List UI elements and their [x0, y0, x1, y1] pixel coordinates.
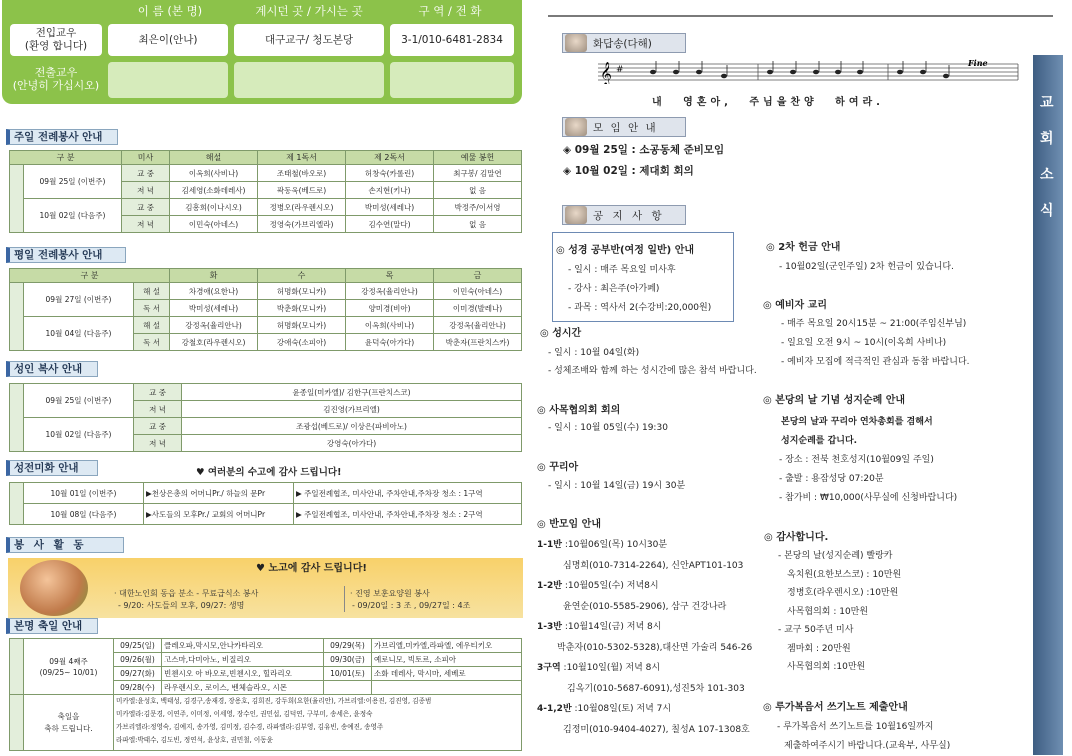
cell: 해 설	[134, 283, 170, 300]
cell: 교 중	[134, 384, 182, 401]
cell: 09/26(월)	[114, 653, 162, 667]
feast-names	[114, 695, 522, 751]
transfer-in-church: 대구교구/ 청도본당	[234, 24, 384, 56]
banmo-item: 1-2반 :10월05일(수) 저녁8시	[537, 581, 659, 591]
cell: 손지현(키나)	[346, 182, 434, 199]
transfer-panel	[2, 0, 522, 104]
banmo-item: 1-1반 :10월06일(목) 10시30분	[537, 540, 668, 550]
section-altar-title: 성전미화 안내	[6, 460, 98, 476]
cell: 윤덕숙(아가다)	[346, 334, 434, 351]
congrats-label: 축일을 축하 드립니다.	[24, 695, 114, 751]
side-char: 소	[1040, 167, 1054, 183]
cell: 09/27(화)	[114, 667, 162, 681]
feast-table	[9, 638, 522, 751]
priest-icon	[565, 118, 587, 136]
notice-head: ◎ 사목협의회 회의	[537, 405, 621, 416]
notice-title-box	[562, 205, 686, 225]
cell: 박정주/이서영	[434, 199, 522, 216]
cell: 허명화(모니카)	[258, 317, 346, 334]
notice-line: - 일요일 오전 9시 ~ 10시(이옥희 사비나)	[781, 338, 947, 348]
transfer-in-region: 3-1/010-6481-2834	[390, 24, 514, 56]
transfer-in-label: 전입교우 (환영 합니다)	[10, 24, 102, 56]
cell: 박춘화(모니카)	[258, 300, 346, 317]
section-adult-title: 성인 복사 안내	[6, 361, 98, 377]
notice-head: ◎ 예비자 교리	[763, 300, 827, 311]
notice-line: - 10월02일(군인주일) 2차 헌금이 있습니다.	[779, 262, 954, 272]
banmo-item: 윤연순(010-5585-2906), 삼구 건강나라	[563, 601, 727, 612]
notice-line: - 일시 : 매주 목요일 미사후	[568, 265, 676, 275]
family-illustration-icon	[20, 560, 88, 616]
cell: 09/28(수)	[114, 681, 162, 695]
cell: 정병오(라우렌시오)	[258, 199, 346, 216]
notice-line: - 장소 : 전북 천호성지(10월09일 주일)	[779, 455, 934, 465]
transfer-out-label: 전출교우 (안녕히 가십시오)	[12, 66, 100, 92]
notice-line: 본당의 날과 꾸리아 연차총회를 겸해서	[781, 417, 933, 427]
service-right1: · 진영 보훈요양원 봉사	[350, 589, 430, 598]
cell: 없 음	[434, 182, 522, 199]
notice-line: - 매주 목요일 20시15분 ~ 21:00(주임신부님)	[781, 319, 967, 329]
notice-head: ◎ 반모임 안내	[537, 519, 601, 530]
priest-icon	[565, 34, 587, 52]
notice-head: ◎ 본당의 날 기념 성지순례 안내	[763, 395, 906, 406]
cell: 조광섭(베드로)/ 이상은(파비아노)	[182, 418, 522, 435]
altar-thanks-text: 여러분의 수고에 감사 드립니다!	[207, 467, 342, 478]
cell: 교 중	[122, 199, 170, 216]
notice-head: ◎ 꾸리아	[537, 462, 579, 473]
cell: 없 음	[434, 216, 522, 233]
transfer-out-region	[390, 62, 514, 98]
service-thanks	[256, 559, 367, 574]
sunday-table	[9, 150, 522, 233]
th: 미사	[122, 151, 170, 165]
psalm-lyrics: 내 영혼아, 주님을찬양 하여라.	[652, 97, 884, 108]
notice-line: - 교구 50주년 미사	[778, 625, 854, 635]
notice-line: 사목협의회 :10만원	[787, 662, 866, 672]
notice-line: - 출발 : 용잠성당 07:20분	[779, 474, 884, 484]
service-left2: - 9/20: 사도들의 모후, 09/27: 생명	[118, 601, 245, 610]
th: 구 분	[10, 269, 170, 283]
thanks-list	[778, 547, 901, 677]
banmo-item: 1-3반 :10월14일(금) 저녁 8시	[537, 622, 662, 632]
notice-head: ◎ 성시간	[540, 328, 582, 339]
service-banner	[8, 558, 523, 618]
priest-icon	[565, 206, 587, 224]
cell: 이옥희(사비나)	[346, 317, 434, 334]
notice-head: ◎ 감사합니다.	[764, 532, 829, 543]
cell: 허명화(모니카)	[258, 283, 346, 300]
notice-line: - 성체조배와 함께 하는 성시간에 많은 참석 바랍니다.	[548, 366, 757, 376]
cell: 강애숙(소피아)	[258, 334, 346, 351]
cell: 윤종일(미카엘)/ 김한구(프란치스코)	[182, 384, 522, 401]
th: 해설	[170, 151, 258, 165]
notice-line: - 참가비 : ₩10,000(사무실에 신청바랍니다)	[779, 493, 958, 503]
date-cell: 09월 27일 (이번주)	[24, 283, 134, 317]
names-line: 미카엘라:김문경, 이연주, 이미정, 이세영, 장수인, 권민섭, 김덕연, 구부미, 송세은, 윤정숙	[116, 710, 373, 718]
date-cell: 10월 04일 (다음주)	[24, 317, 134, 351]
banmo-item: 4-1,2반 :10월08일(토) 저녁 7시	[537, 704, 672, 714]
notice-head: ◎ 2차 헌금 안내	[766, 242, 841, 253]
col-church-header: 계시던 곳 / 가시는 곳	[255, 4, 363, 18]
adult-table	[9, 383, 522, 452]
cell: ▶천상은총의 어머니Pr./ 하늘의 문Pr	[144, 483, 294, 504]
notice-line: 제출하여주시기 바랍니다.(교육부, 사무실)	[784, 741, 951, 751]
side-char: 식	[1040, 203, 1054, 219]
cell: 저 녁	[122, 182, 170, 199]
fine-mark: Fine	[968, 58, 988, 68]
section-sunday-title: 주일 전례봉사 안내	[6, 129, 118, 145]
side-char: 교	[1040, 95, 1054, 111]
cell: 강철호(라우렌시오)	[170, 334, 258, 351]
notice-line: 사목협의회 : 10만원	[787, 606, 869, 617]
cell: 09/29(목)	[324, 639, 372, 653]
cell: 이옥희(사비나)	[170, 165, 258, 182]
th: 화	[170, 269, 258, 283]
notice-line: - 예비자 모집에 적극적인 관심과 동참 바랍니다.	[781, 357, 970, 367]
cell: ▶ 주일전례협조, 미사안내, 주차안내,주차장 청소 : 1구역	[294, 483, 522, 504]
th: 목	[346, 269, 434, 283]
transfer-in-name: 최은이(안나)	[108, 24, 228, 56]
cell: ▶ 주일전례협조, 미사안내, 주차안내,주차장 청소 : 2구역	[294, 504, 522, 525]
cell: 클레오파,막시모,안나카타리오	[162, 639, 324, 653]
notice-line: - 일시 : 10월 14일(금) 19시 30분	[548, 481, 686, 491]
cell: 해 설	[134, 317, 170, 334]
cell: 저 녁	[122, 216, 170, 233]
cell: 독 서	[134, 334, 170, 351]
cell	[372, 681, 522, 695]
cell: 저 녁	[134, 435, 182, 452]
banmo-item: 박춘자(010-5302-5328),대산면 가술리 546-26	[557, 642, 753, 653]
cell: 가브리엘,미카엘,라파엘, 에우티키오	[372, 639, 522, 653]
notice-line: - 일시 : 10월 05일(수) 19:30	[548, 423, 668, 433]
meeting-item: ◈ 10월 02일 : 제대회 회의	[563, 165, 694, 177]
th: 금	[434, 269, 522, 283]
service-thanks-text: 노고에 감사 드립니다!	[268, 563, 367, 574]
cell: 박춘자(프란치스카)	[434, 334, 522, 351]
cell: 09/25(일)	[114, 639, 162, 653]
transfer-out-name	[108, 62, 228, 98]
section-birthday-title: 본명 축일 안내	[6, 618, 98, 634]
psalm-title-box	[562, 33, 686, 53]
date-cell: 10월 02일 (다음주)	[24, 199, 122, 233]
banmo-item: 심명희(010-7314-2264), 신안APT101-103	[563, 560, 744, 571]
notice-line: - 루가복음서 쓰기노트를 10월16일까지	[777, 722, 934, 732]
col-region-header: 구 역 / 전 화	[418, 4, 482, 18]
notice-line: 옥치원(요한보스코) : 10만원	[787, 569, 902, 580]
cell: 조태철(바오로)	[258, 165, 346, 182]
cell: 예로니모, 빅토르, 소피아	[372, 653, 522, 667]
cell: 09/30(금)	[324, 653, 372, 667]
notice-line: - 과목 : 역사서 2(수강비:20,000원)	[568, 303, 712, 313]
music-staff	[598, 58, 1030, 84]
cell: 최구봉/ 김말연	[434, 165, 522, 182]
feast-week: 09월 4째주 (09/25~ 10/01)	[24, 639, 114, 695]
notice-head: ◎ 성경 공부반(여정 일반) 안내	[556, 245, 695, 256]
service-left1: · 대한노인회 동읍 분소 - 무료급식소 봉사	[114, 589, 259, 598]
cell: 김진영(가브리엘)	[182, 401, 522, 418]
cell: 강정옥(율리안나)	[434, 317, 522, 334]
names-line: 미카엘:윤성호, 백태성, 김경구,송재경, 장용호, 김희진, 강두희(요한(율리안), 가브리엘:이용진, 김진영, 김종범	[116, 697, 432, 705]
cell: 김흥희(이나시오)	[170, 199, 258, 216]
notice-line: 정병호(라우렌시오) :10만원	[787, 588, 899, 598]
date-cell: 10월 02일 (다음주)	[24, 418, 134, 452]
cell: 라우렌시오, 로이스, 벤체슬라오, 시몬	[162, 681, 324, 695]
notice-title: 공 지 사 항	[593, 209, 665, 222]
cell: 박미성(세레나)	[170, 300, 258, 317]
date-cell: 09월 25일 (이번주)	[24, 165, 122, 199]
cell: 이민숙(아네스)	[170, 216, 258, 233]
cell: 강정옥(율리안나)	[346, 283, 434, 300]
col-name-header: 이 름 (본 명)	[137, 4, 203, 18]
cell: 강영숙(아가다)	[182, 435, 522, 452]
cell: 김세영(소화데레사)	[170, 182, 258, 199]
th: 구 분	[10, 151, 122, 165]
heart-icon: ♥	[256, 563, 265, 574]
cell	[324, 681, 372, 695]
meeting-title: 모 임 안 내	[593, 121, 658, 134]
cell: 교 중	[122, 165, 170, 182]
date-cell: 09월 25일 (이번주)	[24, 384, 134, 418]
date-cell: 10월 08일 (다음주)	[24, 504, 144, 525]
cell: 차경애(요한나)	[170, 283, 258, 300]
svg-text:𝄞: 𝄞	[600, 61, 612, 84]
altar-table	[9, 482, 522, 525]
cell: 10/01(토)	[324, 667, 372, 681]
section-weekday-title: 평일 전례봉사 안내	[6, 247, 126, 263]
names-line: 가브리엘라:정영숙, 김예지, 송가영, 김미정, 김수경, 라파엘라:김부영, 김유빈, 송예진, 송영주	[116, 723, 384, 731]
cell: ▶사도들의 모후Pr./ 교회의 어머니Pr	[144, 504, 294, 525]
notice-line: - 본당의 날(성지순례) 빨랑카	[778, 551, 893, 561]
meeting-title-box	[562, 117, 686, 137]
cell: 독 서	[134, 300, 170, 317]
notice-line: - 일시 : 10월 04일(화)	[548, 348, 640, 358]
names-line: 라파엘:박태수, 김도빈, 정연석, 윤상호, 권민철, 이동윤	[116, 736, 273, 744]
notice-head: ◎ 루가복음서 쓰기노트 제출안내	[763, 702, 908, 713]
cell: 교 중	[134, 418, 182, 435]
cell: 허창숙(카롤린)	[346, 165, 434, 182]
banmo-item: 3구역 :10월10일(월) 저녁 8시	[537, 663, 661, 673]
notice-line: 성지순례를 갑니다.	[781, 436, 858, 446]
cell: 정영숙(가브리엘라)	[258, 216, 346, 233]
transfer-out-church	[234, 62, 384, 98]
cell: 박미성(세레나)	[346, 199, 434, 216]
cell: 이민숙(아네스)	[434, 283, 522, 300]
cell: 빈첸시오 아 바오로,빈첸시오, 힐라리오	[162, 667, 324, 681]
th: 제 2독서	[346, 151, 434, 165]
date-cell: 10월 01일 (이번주)	[24, 483, 144, 504]
banmo-item: 김옥기(010-5687-6091),성진5차 101-303	[567, 683, 745, 694]
th: 제 1독서	[258, 151, 346, 165]
notice-line: 젬마회 : 20만원	[787, 643, 851, 654]
banmo-item: 김정미(010-9404-4027), 칠성A 107-1308호	[563, 724, 750, 735]
section-service-title: 봉 사 활 동	[6, 537, 124, 553]
heart-icon: ♥	[196, 467, 205, 478]
svg-text:#: #	[616, 65, 624, 75]
cell: 소화 데레사, 막시마, 세베로	[372, 667, 522, 681]
side-banner	[1033, 55, 1063, 755]
banmo-list	[537, 535, 777, 740]
notice-line: - 강사 : 최은주(아가페)	[568, 284, 660, 294]
meeting-item: ◈ 09월 25일 : 소공동체 준비모임	[563, 144, 725, 156]
cell: 이미경(발레나)	[434, 300, 522, 317]
cell: 곽동욱(베드로)	[258, 182, 346, 199]
cell: 김수연(말다)	[346, 216, 434, 233]
cell: 저 녁	[134, 401, 182, 418]
th: 예물 봉헌	[434, 151, 522, 165]
altar-thanks	[196, 464, 341, 478]
cell: 강정옥(율리안나)	[170, 317, 258, 334]
header-rule	[548, 15, 1053, 17]
service-right2: - 09/20일 : 3 조 , 09/27일 : 4조	[352, 601, 471, 610]
weekday-table	[9, 268, 522, 351]
th: 수	[258, 269, 346, 283]
cell: 고스마,다미아노, 비질리오	[162, 653, 324, 667]
side-char: 회	[1040, 131, 1054, 147]
psalm-title: 화답송(다해)	[593, 37, 652, 50]
cell: 양미경(비아)	[346, 300, 434, 317]
